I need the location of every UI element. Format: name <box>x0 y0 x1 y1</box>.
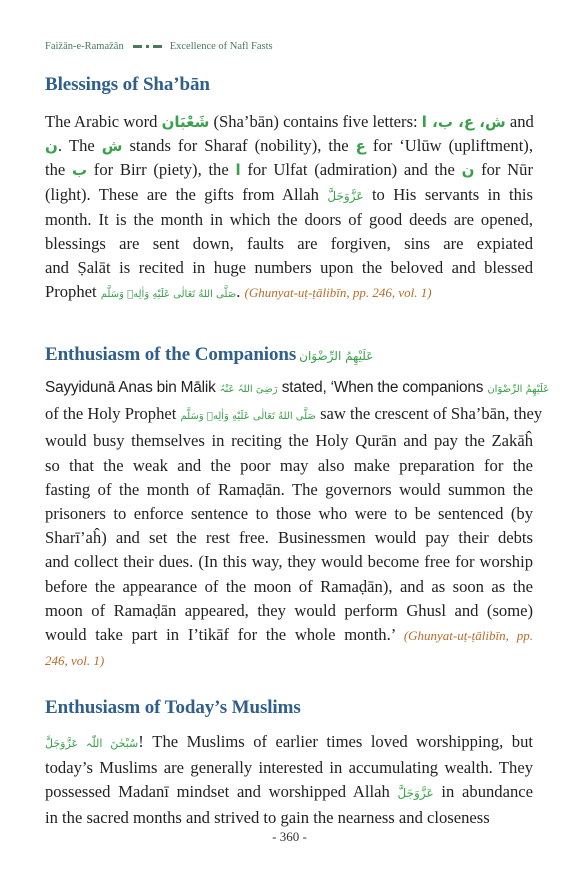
text-line: today’s Muslims are generally interested in accumulating wealth. They <box>45 758 533 778</box>
text-line: moon of Ramaḍān appeared, they would perform Ghusl and (some) <box>45 600 533 620</box>
text-line: of the Holy Prophet صَلَّى اللهُ تَعَالٰى عَلَيْهِ وَاٰلِهٖ وَسَلَّم saw the crescent of Sha’bān, they <box>45 404 543 424</box>
chapter-title: Excellence of Nafl Fasts <box>169 41 273 52</box>
text-line: prisoners to enforce sentence to those who were to be sentenced (by <box>45 504 533 524</box>
paragraph-companions <box>45 375 550 673</box>
text-line: month. It is the month in which the doors of good deeds are opened, <box>45 209 533 229</box>
text-line: the ب for Birr (piety), the ا for Ulfat (admiration) and the ن for Nūr <box>45 160 533 180</box>
page-number: - 360 - <box>272 829 307 844</box>
text-line: Sharī’aĥ) and set the rest free. Businessmen would pay their debts <box>45 528 533 548</box>
text-line: would take part in I’tikāf for the whole month.’ (Ghunyat-uṭ-ṭālibīn, pp. <box>45 625 533 645</box>
text-line: in the sacred months and strived to gain the nearness and closeness <box>45 807 490 827</box>
text-line: (light). These are the gifts from Allah عَزَّوَجَلَّ to His servants in this <box>45 184 533 204</box>
text-line: blessings are sent down, faults are forgiven, sins are expiated <box>45 234 533 254</box>
header-separator <box>133 45 162 48</box>
section-heading-companions: Enthusiasm of the Companions عَلَيْهِمُ الرِّضْوَان <box>45 344 374 365</box>
text-line: and collect their dues. (In this way, they would become free for worship <box>45 552 533 572</box>
text-line: ن. The ش stands for Sharaf (nobility), the ع for ‘Ulūw (upliftment), <box>45 136 533 156</box>
text-line <box>45 648 533 673</box>
text-line: Sayyidunā Anas bin Mālik رَضِیَ اللہُ عَنْہُ stated, ‘When the companions عَلَيْهِمُ الرِّضْوَان <box>45 379 550 396</box>
book-title: Faiz̄ān-e-Ramaz̄ān <box>45 41 124 52</box>
text-line: possessed Madanī mindset and worshipped Allah عَزَّوَجَلَّ in abundance <box>45 782 533 802</box>
text-line: would busy themselves in reciting the Holy Qurān and pay the Zakāĥ <box>45 431 533 451</box>
paragraph-blessings <box>45 110 533 308</box>
text-line: fasting of the month of Ramaḍān. The governors would summon the <box>45 479 533 499</box>
text-line: before the appearance of the moon of Ramaḍān), and as soon as the <box>45 576 533 596</box>
running-head <box>45 41 273 52</box>
text-line: The Arabic word شَعْبَان (Sha’bān) contains five letters: ش، ع، ب، ا and <box>45 112 534 131</box>
text-line: so that the weak and the poor may also make preparation for the <box>45 455 533 475</box>
citation: (Ghunyat-uṭ-ṭālibīn, pp. <box>403 628 533 644</box>
text-line: and Ṣalāt is recited in huge numbers upon the beloved and blessed <box>45 258 533 278</box>
section-heading-blessings: Blessings of Sha’bān <box>45 74 210 95</box>
paragraph-todays-muslims <box>45 730 533 830</box>
citation: 246, vol. 1) <box>45 653 105 669</box>
text-line: Prophet صَلَّى اللهُ تَعَالٰى عَلَيْهِ وَاٰلِهٖ وَسَلَّم. (Ghunyat-uṭ-ṭālibīn, pp. 246, vol. 1) <box>45 282 432 302</box>
citation: (Ghunyat-uṭ-ṭālibīn, pp. 246, vol. 1) <box>244 285 432 301</box>
text-line: سُبْحٰنَ اللّٰہ عَزَّوَجَلَّ! The Muslims of earlier times loved worshipping, but <box>45 732 534 751</box>
section-heading-todays-muslims: Enthusiasm of Today’s Muslims <box>45 697 301 718</box>
